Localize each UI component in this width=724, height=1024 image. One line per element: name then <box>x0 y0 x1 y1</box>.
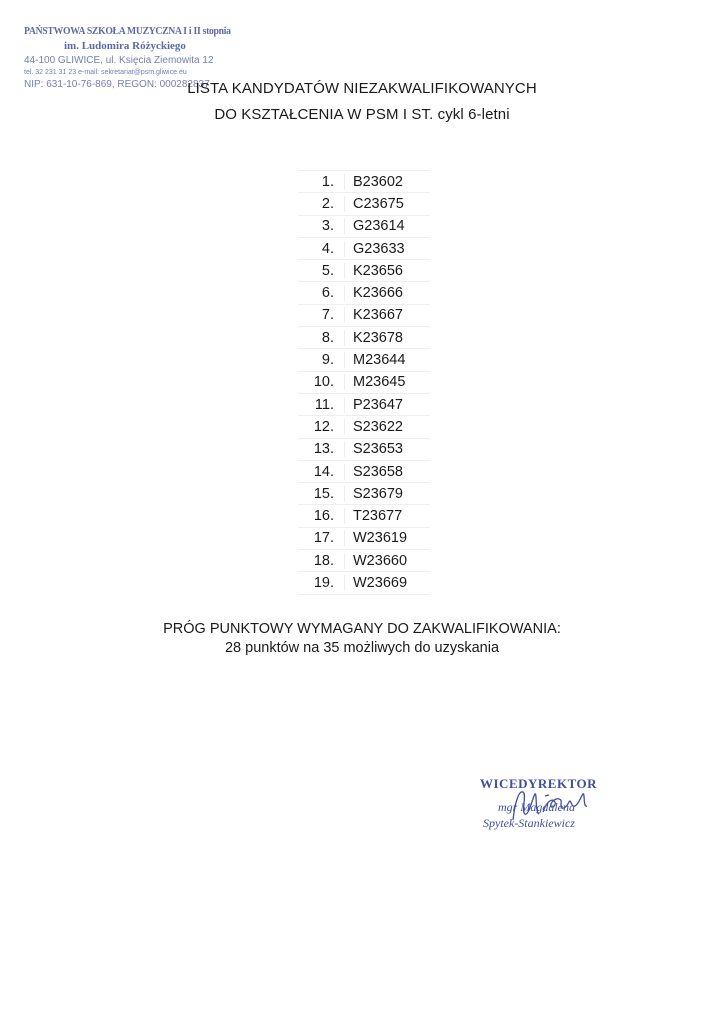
stamp-line-contact: tel. 32 231 31 23 e-mail: sekretariat@psm.gliwice.eu <box>24 69 187 76</box>
candidate-number: 7. <box>321 307 334 324</box>
page-title: LISTA KANDYDATÓW NIEZAKWALIFIKOWANYCH <box>187 80 537 97</box>
candidate-row <box>298 527 430 549</box>
candidate-number: 16. <box>313 508 334 525</box>
candidate-code: K23678 <box>344 330 430 346</box>
candidate-row <box>298 371 430 393</box>
candidate-code: M23645 <box>344 374 430 390</box>
candidate-number: 18. <box>313 552 334 569</box>
candidate-row <box>298 326 430 348</box>
threshold-heading: PRÓG PUNKTOWY WYMAGANY DO ZAKWALIFIKOWANIA: <box>163 621 561 637</box>
candidate-row <box>298 304 430 326</box>
candidate-row <box>298 237 430 259</box>
candidate-list <box>298 170 430 595</box>
candidate-number: 12. <box>313 418 334 435</box>
candidate-number: 17. <box>313 530 334 547</box>
signature-name-line2: Spytek-Stankiewicz <box>483 816 575 830</box>
candidate-number: 5. <box>321 262 334 279</box>
candidate-number: 8. <box>321 329 334 346</box>
stamp-line-nip-regon: NIP: 631-10-76-869, REGON: 000282837 <box>24 79 210 90</box>
candidate-number: 13. <box>313 441 334 458</box>
stamp-line-patron: im. Ludomira Różyckiego <box>64 40 186 52</box>
candidate-row <box>298 504 430 526</box>
stamp-line-school-name: PAŃSTWOWA SZKOŁA MUZYCZNA I i II stopnia <box>24 26 231 37</box>
candidate-row <box>298 259 430 281</box>
candidate-code: W23619 <box>344 530 430 546</box>
candidate-row <box>298 438 430 460</box>
candidate-code: S23622 <box>344 419 430 435</box>
candidate-row <box>298 415 430 437</box>
signature-title: WICEDYREKTOR <box>480 776 598 791</box>
candidate-row <box>298 571 430 594</box>
candidate-code: B23602 <box>344 174 430 190</box>
candidate-code: M23644 <box>344 352 430 368</box>
candidate-code: K23666 <box>344 285 430 301</box>
candidate-number: 9. <box>321 352 334 369</box>
candidate-code: G23633 <box>344 241 430 257</box>
candidate-number: 10. <box>313 374 334 391</box>
candidate-row <box>298 215 430 237</box>
candidate-code: W23669 <box>344 575 430 591</box>
candidate-row <box>298 549 430 571</box>
page-subtitle: DO KSZTAŁCENIA W PSM I ST. cykl 6-letni <box>214 106 510 123</box>
candidate-code: P23647 <box>344 397 430 413</box>
candidate-code: S23679 <box>344 486 430 502</box>
candidate-number: 1. <box>321 173 334 190</box>
candidate-code: G23614 <box>344 218 430 234</box>
candidate-code: K23656 <box>344 263 430 279</box>
candidate-number: 3. <box>321 218 334 235</box>
candidate-row <box>298 170 430 192</box>
candidate-number: 6. <box>321 285 334 302</box>
candidate-number: 11. <box>314 396 334 413</box>
signature-block <box>480 776 620 831</box>
candidate-number: 4. <box>321 240 334 257</box>
candidate-code: C23675 <box>344 196 430 212</box>
candidate-code: S23658 <box>344 464 430 480</box>
candidate-number: 19. <box>313 574 334 591</box>
candidate-row <box>298 482 430 504</box>
threshold-detail: 28 punktów na 35 możliwych do uzyskania <box>224 640 500 656</box>
candidate-row <box>298 281 430 303</box>
candidate-row <box>298 192 430 214</box>
candidate-number: 15. <box>313 485 334 502</box>
candidate-number: 2. <box>321 195 334 212</box>
candidate-code: T23677 <box>344 508 430 524</box>
candidate-code: S23653 <box>344 441 430 457</box>
candidate-code: W23660 <box>344 553 430 569</box>
candidate-row <box>298 393 430 415</box>
candidate-row <box>298 460 430 482</box>
handwritten-signature-icon <box>505 782 605 826</box>
stamp-line-address: 44-100 GLIWICE, ul. Księcia Ziemowita 12 <box>24 55 214 66</box>
candidate-number: 14. <box>313 463 334 480</box>
candidate-code: K23667 <box>344 307 430 323</box>
candidate-row <box>298 348 430 370</box>
signature-name-line1: mgr Magdalena <box>498 800 575 814</box>
